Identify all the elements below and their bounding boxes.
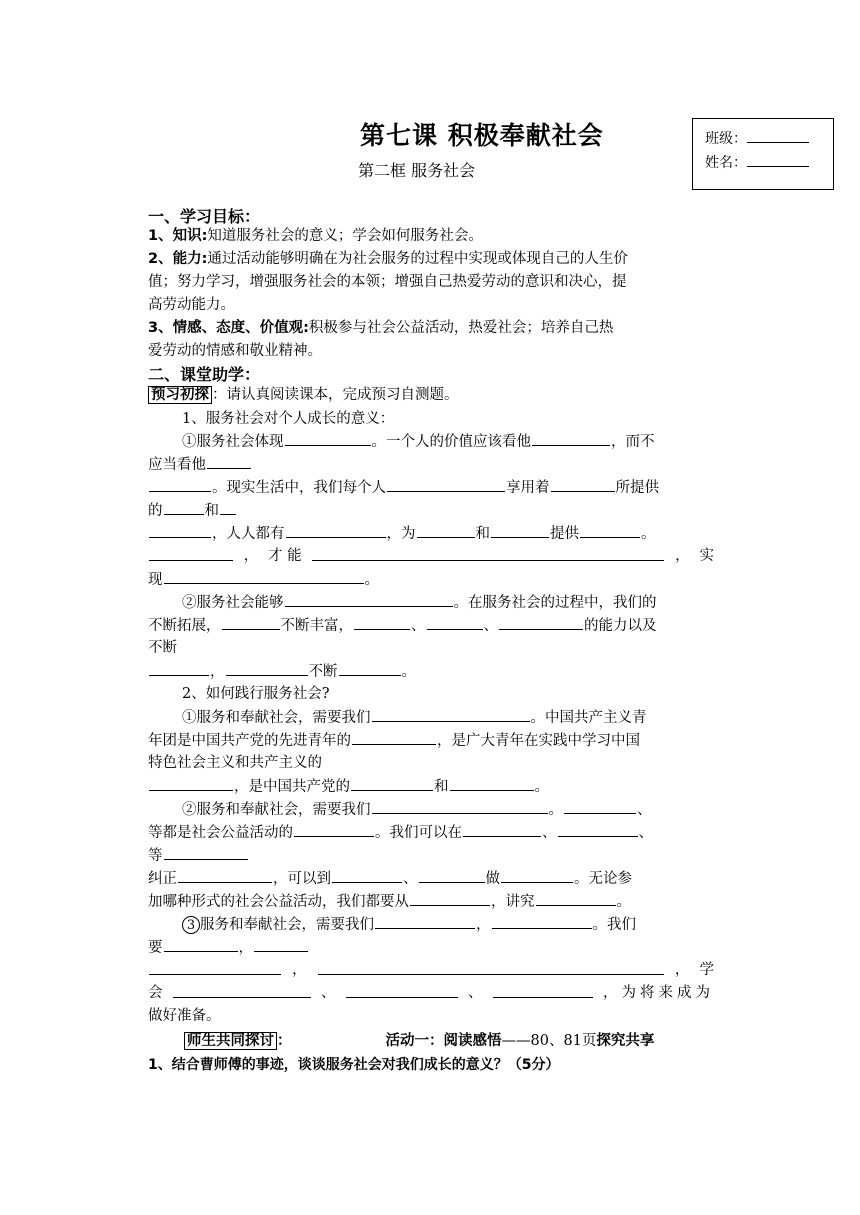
activity-label: 活动一：阅读感悟 bbox=[385, 1033, 502, 1049]
q2-line: 等都是社会公益活动的 。我们可以在 、 、 bbox=[148, 821, 714, 845]
answer-blank[interactable] bbox=[354, 614, 410, 630]
q2-line: 加哪种形式的社会公益活动，我们都要从 ，讲究 。 bbox=[148, 890, 714, 914]
q1-line: 不断拓展， 不断丰富， 、 、 的能力以及 bbox=[148, 614, 714, 638]
answer-blank[interactable] bbox=[501, 867, 573, 883]
answer-blank[interactable] bbox=[536, 890, 616, 906]
answer-blank[interactable] bbox=[173, 982, 311, 998]
q2-line: 会 、 、 ，为将来成为 bbox=[148, 982, 714, 1005]
answer-blank[interactable] bbox=[149, 660, 209, 676]
goal3-cont: 爱劳动的情感和敬业精神。 bbox=[148, 343, 322, 359]
question-2: 2、如何践行服务社会? bbox=[182, 686, 330, 702]
q2-line: 做好准备。 bbox=[148, 1008, 221, 1024]
goal2 bbox=[148, 248, 714, 271]
answer-blank[interactable] bbox=[346, 982, 458, 998]
goal2-cont: 高劳动能力。 bbox=[148, 297, 235, 313]
answer-blank[interactable] bbox=[220, 499, 236, 515]
answer-blank[interactable] bbox=[387, 476, 505, 492]
answer-blank[interactable] bbox=[222, 614, 280, 630]
answer-blank[interactable] bbox=[372, 798, 548, 814]
q1-line: 的 和 bbox=[148, 499, 714, 523]
answer-blank[interactable] bbox=[312, 545, 664, 561]
answer-blank[interactable] bbox=[332, 867, 402, 883]
answer-blank[interactable] bbox=[286, 522, 386, 538]
section2-heading: 二、课堂助学： bbox=[148, 365, 261, 384]
answer-blank[interactable] bbox=[580, 522, 640, 538]
answer-blank[interactable] bbox=[285, 591, 453, 607]
answer-blank[interactable] bbox=[149, 545, 233, 561]
lesson-subtitle: 第二框 服务社会 bbox=[358, 161, 476, 180]
q2-line: 特色社会主义和共产主义的 bbox=[148, 755, 322, 771]
student-info-box bbox=[692, 118, 834, 190]
discussion-line: 师生共同探讨 ： 活动一：阅读感悟——80、81页探究共享 bbox=[148, 1030, 714, 1053]
section1-heading: 一、学习目标： bbox=[148, 207, 261, 226]
q2-line: ，是中国共产党的 和 。 bbox=[148, 775, 714, 799]
goal3 bbox=[148, 317, 714, 340]
answer-blank[interactable] bbox=[207, 453, 251, 469]
answer-blank[interactable] bbox=[419, 867, 485, 883]
q2-line: 纠正 ，可以到 、 做 。无论参 bbox=[148, 867, 714, 891]
answer-blank[interactable] bbox=[226, 660, 308, 676]
answer-blank[interactable] bbox=[491, 522, 549, 538]
question-1: 1、服务社会对个人成长的意义： bbox=[182, 411, 395, 427]
goal1-label: 1、知识: bbox=[148, 228, 208, 244]
answer-blank[interactable] bbox=[372, 706, 530, 722]
q1-line: ②服务社会能够 。在服务社会的过程中，我们的 bbox=[148, 591, 714, 615]
goal3-label: 3、情感、态度、价值观: bbox=[148, 320, 309, 336]
q2-line: ， ， 学 bbox=[148, 959, 714, 982]
q2-line: ②服务和奉献社会，需要我们 。 、 bbox=[148, 798, 714, 822]
q1-line: ， 才 能 ， 实 bbox=[148, 545, 714, 568]
q1-line: ①服务社会体现 。一个人的价值应该看他 ，而不 bbox=[148, 430, 714, 454]
answer-blank[interactable] bbox=[164, 936, 238, 952]
q1-line: 应当看他 bbox=[148, 453, 714, 477]
answer-blank[interactable] bbox=[254, 936, 308, 952]
answer-blank[interactable] bbox=[149, 959, 281, 975]
q1-line: 现 。 bbox=[148, 568, 714, 592]
answer-blank[interactable] bbox=[463, 821, 541, 837]
answer-blank[interactable] bbox=[492, 913, 592, 929]
q2-line: 等 bbox=[148, 844, 714, 868]
class-label: 班级： bbox=[705, 131, 747, 147]
q1-line: 不断 bbox=[148, 640, 177, 656]
q2-line: 3 服务和奉献社会，需要我们 ， 。我们 bbox=[148, 913, 714, 937]
answer-blank[interactable] bbox=[499, 614, 583, 630]
activity-share: 探究共享 bbox=[596, 1033, 655, 1049]
goal1 bbox=[148, 225, 714, 248]
goal3-text: 积极参与社会公益活动，热爱社会；培养自己热 bbox=[308, 320, 614, 336]
goal2-cont: 值；努力学习，增强服务社会的本领；增强自己热爱劳动的意识和决心，提 bbox=[148, 274, 627, 290]
answer-blank[interactable] bbox=[149, 775, 233, 791]
final-question: 1、结合曹师傅的事迹，谈谈服务社会对我们成长的意义？（5分） bbox=[148, 1057, 560, 1073]
lesson-title: 第七课 积极奉献社会 bbox=[360, 121, 604, 150]
q2-line: 要 ， bbox=[148, 936, 714, 960]
answer-blank[interactable] bbox=[339, 660, 401, 676]
q1-line: ，人人都有 ，为 和 提供 。 bbox=[148, 522, 714, 546]
q1-line: 。现实生活中，我们每个人 享用着 所提供 bbox=[148, 476, 714, 500]
answer-blank[interactable] bbox=[558, 821, 638, 837]
circled-number-3: 3 bbox=[182, 916, 200, 934]
answer-blank[interactable] bbox=[551, 476, 615, 492]
answer-blank[interactable] bbox=[149, 476, 211, 492]
discussion-tag: 师生共同探讨 bbox=[184, 1032, 277, 1050]
answer-blank[interactable] bbox=[164, 568, 364, 584]
name-blank[interactable] bbox=[747, 152, 809, 167]
answer-blank[interactable] bbox=[493, 982, 593, 998]
q2-line: ①服务和奉献社会，需要我们 。中国共产主义青 bbox=[148, 706, 714, 730]
answer-blank[interactable] bbox=[564, 798, 636, 814]
answer-blank[interactable] bbox=[375, 913, 475, 929]
name-label: 姓名： bbox=[705, 155, 747, 171]
answer-blank[interactable] bbox=[410, 890, 490, 906]
activity-pages: ——80、81页 bbox=[501, 1033, 597, 1049]
goal2-label: 2、能力: bbox=[148, 251, 208, 267]
answer-blank[interactable] bbox=[427, 614, 483, 630]
goal2-text: 通过活动能够明确在为社会服务的过程中实现或体现自己的人生价 bbox=[207, 251, 628, 267]
preview-tag: 预习初探 bbox=[148, 386, 212, 404]
q1-line: ， 不断 。 bbox=[148, 660, 714, 684]
goal1-text: 知道服务社会的意义；学会如何服务社会。 bbox=[207, 228, 483, 244]
answer-blank[interactable] bbox=[318, 959, 664, 975]
answer-blank[interactable] bbox=[352, 729, 436, 745]
q2-line: 年团是中国共产党的先进青年的 ，是广大青年在实践中学习中国 bbox=[148, 729, 714, 753]
answer-blank[interactable] bbox=[294, 821, 374, 837]
answer-blank[interactable] bbox=[164, 844, 248, 860]
answer-blank[interactable] bbox=[285, 430, 371, 446]
answer-blank[interactable] bbox=[164, 499, 204, 515]
answer-blank[interactable] bbox=[532, 430, 610, 446]
preview-text: ：请认真阅读课本，完成预习自测题。 bbox=[212, 387, 459, 403]
answer-blank[interactable] bbox=[417, 522, 475, 538]
answer-blank[interactable] bbox=[149, 522, 211, 538]
preview-line bbox=[148, 384, 714, 407]
answer-blank[interactable] bbox=[178, 867, 272, 883]
class-blank[interactable] bbox=[747, 128, 809, 143]
answer-blank[interactable] bbox=[351, 775, 433, 791]
answer-blank[interactable] bbox=[450, 775, 534, 791]
